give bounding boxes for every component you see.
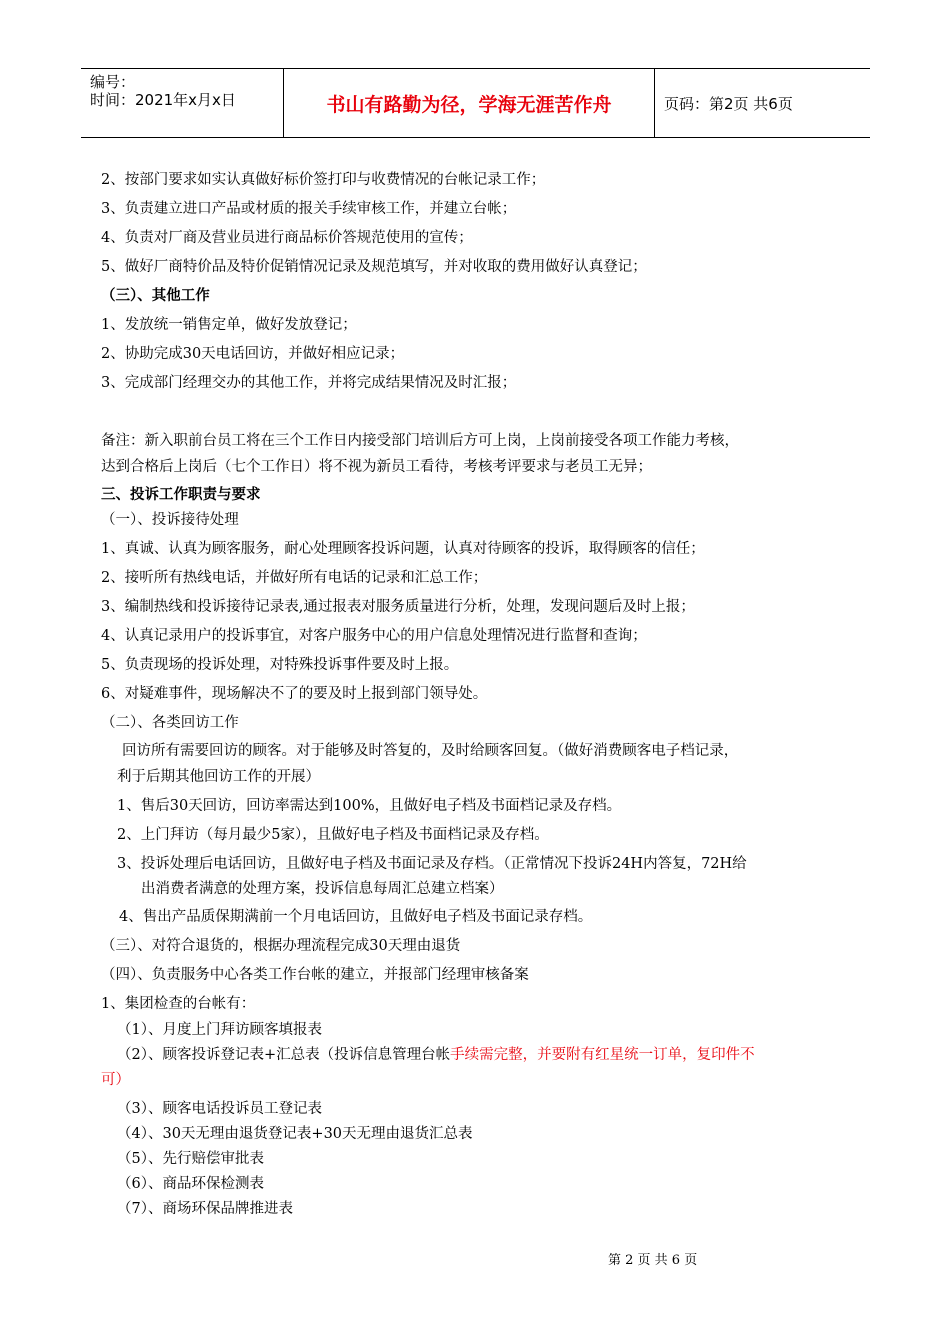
- text-line: 4、负责对厂商及营业员进行商品标价答规范使用的宣传；: [101, 230, 473, 246]
- text-line: 2、接听所有热线电话，并做好所有电话的记录和汇总工作；: [101, 570, 488, 586]
- text-line: 1、发放统一销售定单，做好发放登记；: [101, 317, 357, 333]
- text-line: 回访所有需要回访的顾客。对于能够及时答复的，及时给顾客回复。（做好消费顾客电子档记录，: [122, 743, 739, 759]
- text-line: 5、负责现场的投诉处理，对特殊投诉事件要及时上报。: [101, 657, 459, 673]
- page-footer: 第 2 页 共 6 页: [608, 1253, 698, 1268]
- page-header: [81, 68, 870, 138]
- highlight-text: 可）: [101, 1072, 130, 1088]
- text-line: 4、售出产品质保期满前一个月电话回访，且做好电子档及书面记录存档。: [119, 909, 593, 925]
- note-line: 达到合格后上岗后（七个工作日）将不视为新员工看待，考核考评要求与老员工无异；: [101, 459, 652, 475]
- text-line: 3、完成部门经理交办的其他工作，并将完成结果情况及时汇报；: [101, 375, 517, 391]
- section-heading: 三、投诉工作职责与要求: [101, 486, 261, 503]
- subsection-heading: （二）、各类回访工作: [101, 715, 239, 731]
- ledger-item: （6）、商品环保检测表: [117, 1176, 264, 1192]
- text-line: 1、集团检查的台帐有：: [101, 996, 256, 1012]
- text-line: 出消费者满意的处理方案，投诉信息每周汇总建立档案）: [141, 881, 504, 897]
- note-line: 备注：新入职前台员工将在三个工作日内接受部门培训后方可上岗，上岗前接受各项工作能力考核，: [101, 433, 739, 449]
- text-line: 1、真诚、认真为顾客服务，耐心处理顾客投诉问题，认真对待顾客的投诉，取得顾客的信任；: [101, 541, 705, 557]
- header-motto: 书山有路勤为径，学海无涯苦作舟: [284, 69, 655, 137]
- text-line: 2、按部门要求如实认真做好标价签打印与收费情况的台帐记录工作；: [101, 172, 546, 188]
- text-line: 2、协助完成30天电话回访，并做好相应记录；: [101, 346, 405, 362]
- highlight-text: 手续需完整，并要附有红星统一订单，复印件不: [450, 1047, 755, 1063]
- text-line: 3、投诉处理后电话回访，且做好电子档及书面记录及存档。（正常情况下投诉24H内答复，72H给: [117, 856, 747, 872]
- text-line: 1、售后30天回访，回访率需达到100%，且做好电子档及书面档记录及存档。: [117, 798, 622, 814]
- ledger-item: （7）、商场环保品牌推进表: [117, 1201, 293, 1217]
- text-line: 利于后期其他回访工作的开展）: [117, 769, 320, 785]
- text-line: 5、做好厂商特价品及特价促销情况记录及规范填写，并对收取的费用做好认真登记；: [101, 259, 647, 275]
- ledger-item: （5）、先行赔偿审批表: [117, 1151, 264, 1167]
- header-page-info: 页码：第2页 共6页: [664, 94, 793, 113]
- text-line: （四）、负责服务中心各类工作台帐的建立，并报部门经理审核备案: [101, 967, 529, 983]
- ledger-item: （4）、30天无理由退货登记表+30天无理由退货汇总表: [117, 1126, 473, 1142]
- section-heading: （三）、其他工作: [101, 287, 210, 304]
- text-line: 2、上门拜访（每月最少5家），且做好电子档及书面档记录及存档。: [117, 827, 549, 843]
- text-line: 3、负责建立进口产品或材质的报关手续审核工作，并建立台帐；: [101, 201, 517, 217]
- code-label: 编号：: [90, 73, 136, 91]
- header-meta: [81, 69, 284, 137]
- text-line: （三）、对符合退货的，根据办理流程完成30天理由退货: [101, 938, 461, 954]
- date-label: 时间：2021年x月x日: [90, 91, 236, 109]
- ledger-item: （1）、月度上门拜访顾客填报表: [117, 1022, 322, 1038]
- subsection-heading: （一）、投诉接待处理: [101, 512, 239, 528]
- text-line: 4、认真记录用户的投诉事宜，对客户服务中心的用户信息处理情况进行监督和查询；: [101, 628, 647, 644]
- text-line: 6、对疑难事件，现场解决不了的要及时上报到部门领导处。: [101, 686, 488, 702]
- text-line: 3、编制热线和投诉接待记录表,通过报表对服务质量进行分析，处理，发现问题后及时上报；: [101, 599, 695, 615]
- ledger-item: （3）、顾客电话投诉员工登记表: [117, 1101, 322, 1117]
- ledger-item-text: （2）、顾客投诉登记表+汇总表（投诉信息管理台帐: [117, 1047, 451, 1063]
- ledger-item: [117, 1046, 755, 1064]
